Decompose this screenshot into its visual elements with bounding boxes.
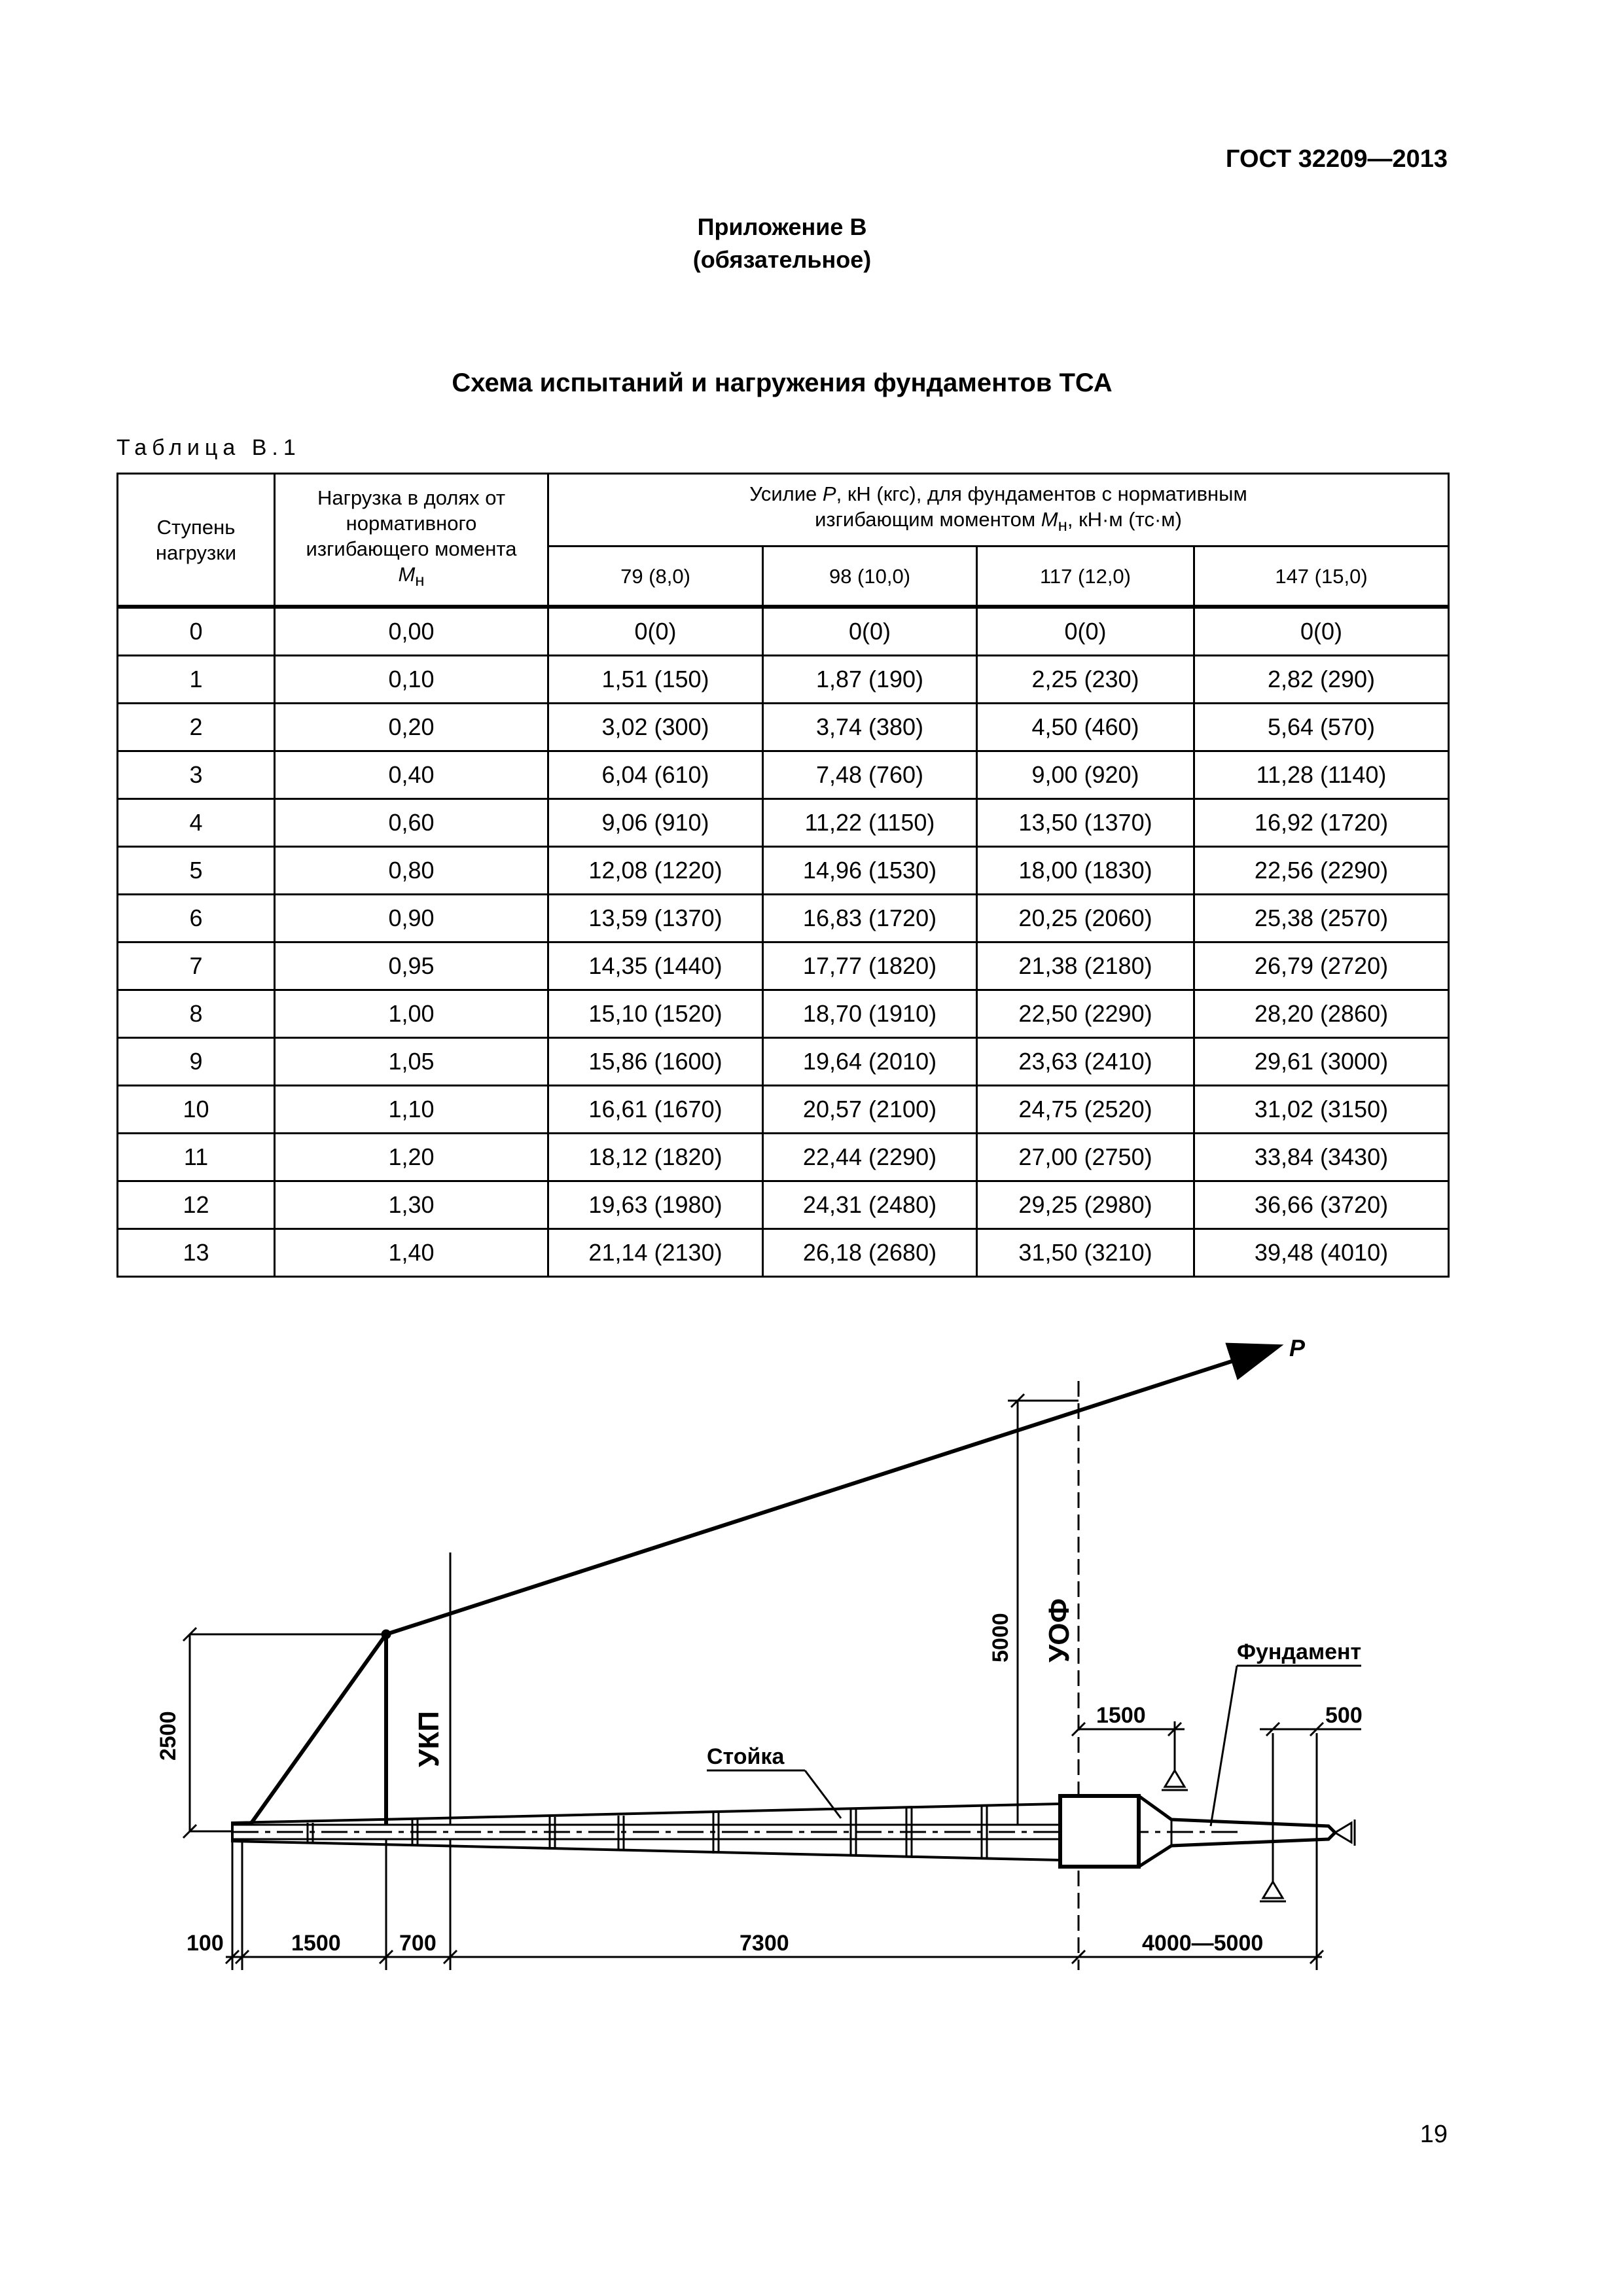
table-cell: 1 [118, 656, 275, 704]
table-cell: 11 [118, 1134, 275, 1181]
appendix-heading [0, 211, 1564, 276]
table-cell: 26,79 (2720) [1194, 942, 1449, 990]
table-cell: 2 [118, 704, 275, 751]
uof-label: УОФ [1043, 1598, 1075, 1662]
table-cell: 31,50 (3210) [977, 1229, 1194, 1277]
table-cell: 0,40 [275, 751, 548, 799]
table-row [118, 799, 1449, 847]
table-cell: 4 [118, 799, 275, 847]
table-cell: 10 [118, 1086, 275, 1134]
header-stage: Ступень нагрузки [118, 474, 275, 607]
header-moment-79: 79 (8,0) [548, 547, 763, 607]
table-cell: 20,25 (2060) [977, 895, 1194, 942]
table-cell: 14,35 (1440) [548, 942, 763, 990]
table-cell: 6 [118, 895, 275, 942]
table-cell: 0,00 [275, 607, 548, 656]
dim-500: 500 [1325, 1703, 1363, 1728]
group-force-symbol: P [822, 482, 836, 505]
table-cell: 0,60 [275, 799, 548, 847]
table-cell: 3,02 (300) [548, 704, 763, 751]
table-cell: 18,12 (1820) [548, 1134, 763, 1181]
table-cell: 29,61 (3000) [1194, 1038, 1449, 1086]
winch-strut [245, 1634, 386, 1831]
table-cell: 19,64 (2010) [763, 1038, 977, 1086]
table-cell: 19,63 (1980) [548, 1181, 763, 1229]
table-cell: 1,10 [275, 1086, 548, 1134]
table-cell: 9 [118, 1038, 275, 1086]
table-cell: 21,38 (2180) [977, 942, 1194, 990]
standard-code: ГОСТ 32209—2013 [1225, 145, 1448, 173]
table-cell: 13 [118, 1229, 275, 1277]
table-cell: 1,51 (150) [548, 656, 763, 704]
table-row [118, 942, 1449, 990]
table-cell: 0,95 [275, 942, 548, 990]
table-cell: 18,70 (1910) [763, 990, 977, 1038]
table-cell: 1,40 [275, 1229, 548, 1277]
table-cell: 2,25 (230) [977, 656, 1194, 704]
table-cell: 31,02 (3150) [1194, 1086, 1449, 1134]
table-cell: 29,25 (2980) [977, 1181, 1194, 1229]
section-title: Схема испытаний и нагружения фундаментов ТСА [452, 368, 1113, 397]
table-cell: 0(0) [548, 607, 763, 656]
table-cell: 39,48 (4010) [1194, 1229, 1449, 1277]
table-cell: 22,56 (2290) [1194, 847, 1449, 895]
table-cell: 9,00 (920) [977, 751, 1194, 799]
table-row [118, 1229, 1449, 1277]
table-row [118, 1086, 1449, 1134]
table-cell: 6,04 (610) [548, 751, 763, 799]
table-cell: 1,87 (190) [763, 656, 977, 704]
table-cell: 12,08 (1220) [548, 847, 763, 895]
dim-700: 700 [399, 1931, 437, 1956]
table-cell: 7,48 (760) [763, 751, 977, 799]
table-caption: Таблица В.1 [116, 435, 301, 460]
table-cell: 22,50 (2290) [977, 990, 1194, 1038]
table-cell: 33,84 (3430) [1194, 1134, 1449, 1181]
appendix-title: Приложение В [697, 213, 867, 240]
header-force-group [548, 474, 1449, 547]
table-cell: 9,06 (910) [548, 799, 763, 847]
dim-1500-bottom: 1500 [291, 1931, 341, 1956]
table-cell: 1,20 [275, 1134, 548, 1181]
table-cell: 36,66 (3720) [1194, 1181, 1449, 1229]
table-cell: 24,75 (2520) [977, 1086, 1194, 1134]
table-cell: 2,82 (290) [1194, 656, 1449, 704]
table-cell: 27,00 (2750) [977, 1134, 1194, 1181]
table-cell: 24,31 (2480) [763, 1181, 977, 1229]
table-row [118, 607, 1449, 656]
table-cell: 1,30 [275, 1181, 548, 1229]
table-cell: 16,61 (1670) [548, 1086, 763, 1134]
table-cell: 11,28 (1140) [1194, 751, 1449, 799]
table-cell: 0,20 [275, 704, 548, 751]
table-cell: 25,38 (2570) [1194, 895, 1449, 942]
table-cell: 15,10 (1520) [548, 990, 763, 1038]
table-cell: 1,05 [275, 1038, 548, 1086]
header-fraction [275, 474, 548, 607]
table-cell: 16,92 (1720) [1194, 799, 1449, 847]
table-row [118, 1181, 1449, 1229]
table-row [118, 895, 1449, 942]
dim-4000-5000: 4000—5000 [1142, 1931, 1264, 1956]
header-moment-147: 147 (15,0) [1194, 547, 1449, 607]
table-cell: 0(0) [977, 607, 1194, 656]
group-text-1: Усилие [749, 482, 823, 505]
table-cell: 21,14 (2130) [548, 1229, 763, 1277]
table-cell: 0(0) [1194, 607, 1449, 656]
table-cell: 3,74 (380) [763, 704, 977, 751]
force-line [386, 1347, 1276, 1634]
table-cell: 11,22 (1150) [763, 799, 977, 847]
table-cell: 4,50 (460) [977, 704, 1194, 751]
table-cell: 3 [118, 751, 275, 799]
foundation-socket [1060, 1796, 1139, 1867]
group-moment-sub: н [1058, 516, 1067, 535]
table-row [118, 656, 1449, 704]
table-cell: 1,00 [275, 990, 548, 1038]
table-body [118, 607, 1449, 1277]
table-cell: 7 [118, 942, 275, 990]
table-cell: 14,96 (1530) [763, 847, 977, 895]
table-cell: 0 [118, 607, 275, 656]
table-row [118, 847, 1449, 895]
table-row [118, 1134, 1449, 1181]
table-cell: 15,86 (1600) [548, 1038, 763, 1086]
table-cell: 5 [118, 847, 275, 895]
dim-2500: 2500 [156, 1711, 181, 1761]
table-row [118, 990, 1449, 1038]
header-fraction-sub: н [415, 571, 425, 590]
group-text-2: , кН (кгс), для фундаментов с нормативным [836, 482, 1247, 505]
table-cell: 0,10 [275, 656, 548, 704]
table-cell: 0,90 [275, 895, 548, 942]
group-moment-symbol: M [1041, 507, 1058, 531]
table-cell: 12 [118, 1181, 275, 1229]
group-text-3: изгибающим моментом [815, 507, 1041, 531]
table-row [118, 1038, 1449, 1086]
table-cell: 26,18 (2680) [763, 1229, 977, 1277]
group-text-4: , кН·м (тс·м) [1067, 507, 1182, 531]
load-scheme-diagram [131, 1309, 1440, 2003]
load-table [116, 473, 1450, 1278]
table-cell: 20,57 (2100) [763, 1086, 977, 1134]
dim-5000: 5000 [988, 1613, 1013, 1662]
table-cell: 18,00 (1830) [977, 847, 1194, 895]
header-moment-117: 117 (12,0) [977, 547, 1194, 607]
table-cell: 13,50 (1370) [977, 799, 1194, 847]
header-fraction-symbol: M [398, 563, 416, 586]
table-cell: 8 [118, 990, 275, 1038]
dim-1500-top: 1500 [1096, 1703, 1146, 1728]
dim-7300: 7300 [740, 1931, 789, 1956]
table-cell: 23,63 (2410) [977, 1038, 1194, 1086]
table-cell: 17,77 (1820) [763, 942, 977, 990]
table-cell: 5,64 (570) [1194, 704, 1449, 751]
foundation-label: Фундамент [1237, 1640, 1362, 1664]
table-row [118, 751, 1449, 799]
table-row [118, 704, 1449, 751]
ukp-label: УКП [413, 1711, 445, 1767]
table-cell: 22,44 (2290) [763, 1134, 977, 1181]
page-number: 19 [1419, 2121, 1448, 2148]
header-moment-98: 98 (10,0) [763, 547, 977, 607]
header-fraction-text: Нагрузка в долях от нормативного изгибающего момента [306, 486, 517, 561]
post-label: Стойка [707, 1744, 785, 1769]
force-label: P [1289, 1335, 1306, 1361]
table-cell: 16,83 (1720) [763, 895, 977, 942]
table-cell: 0(0) [763, 607, 977, 656]
table-cell: 13,59 (1370) [548, 895, 763, 942]
dim-100: 100 [187, 1931, 224, 1956]
appendix-status: (обязательное) [692, 246, 872, 273]
table-cell: 0,80 [275, 847, 548, 895]
table-cell: 28,20 (2860) [1194, 990, 1449, 1038]
